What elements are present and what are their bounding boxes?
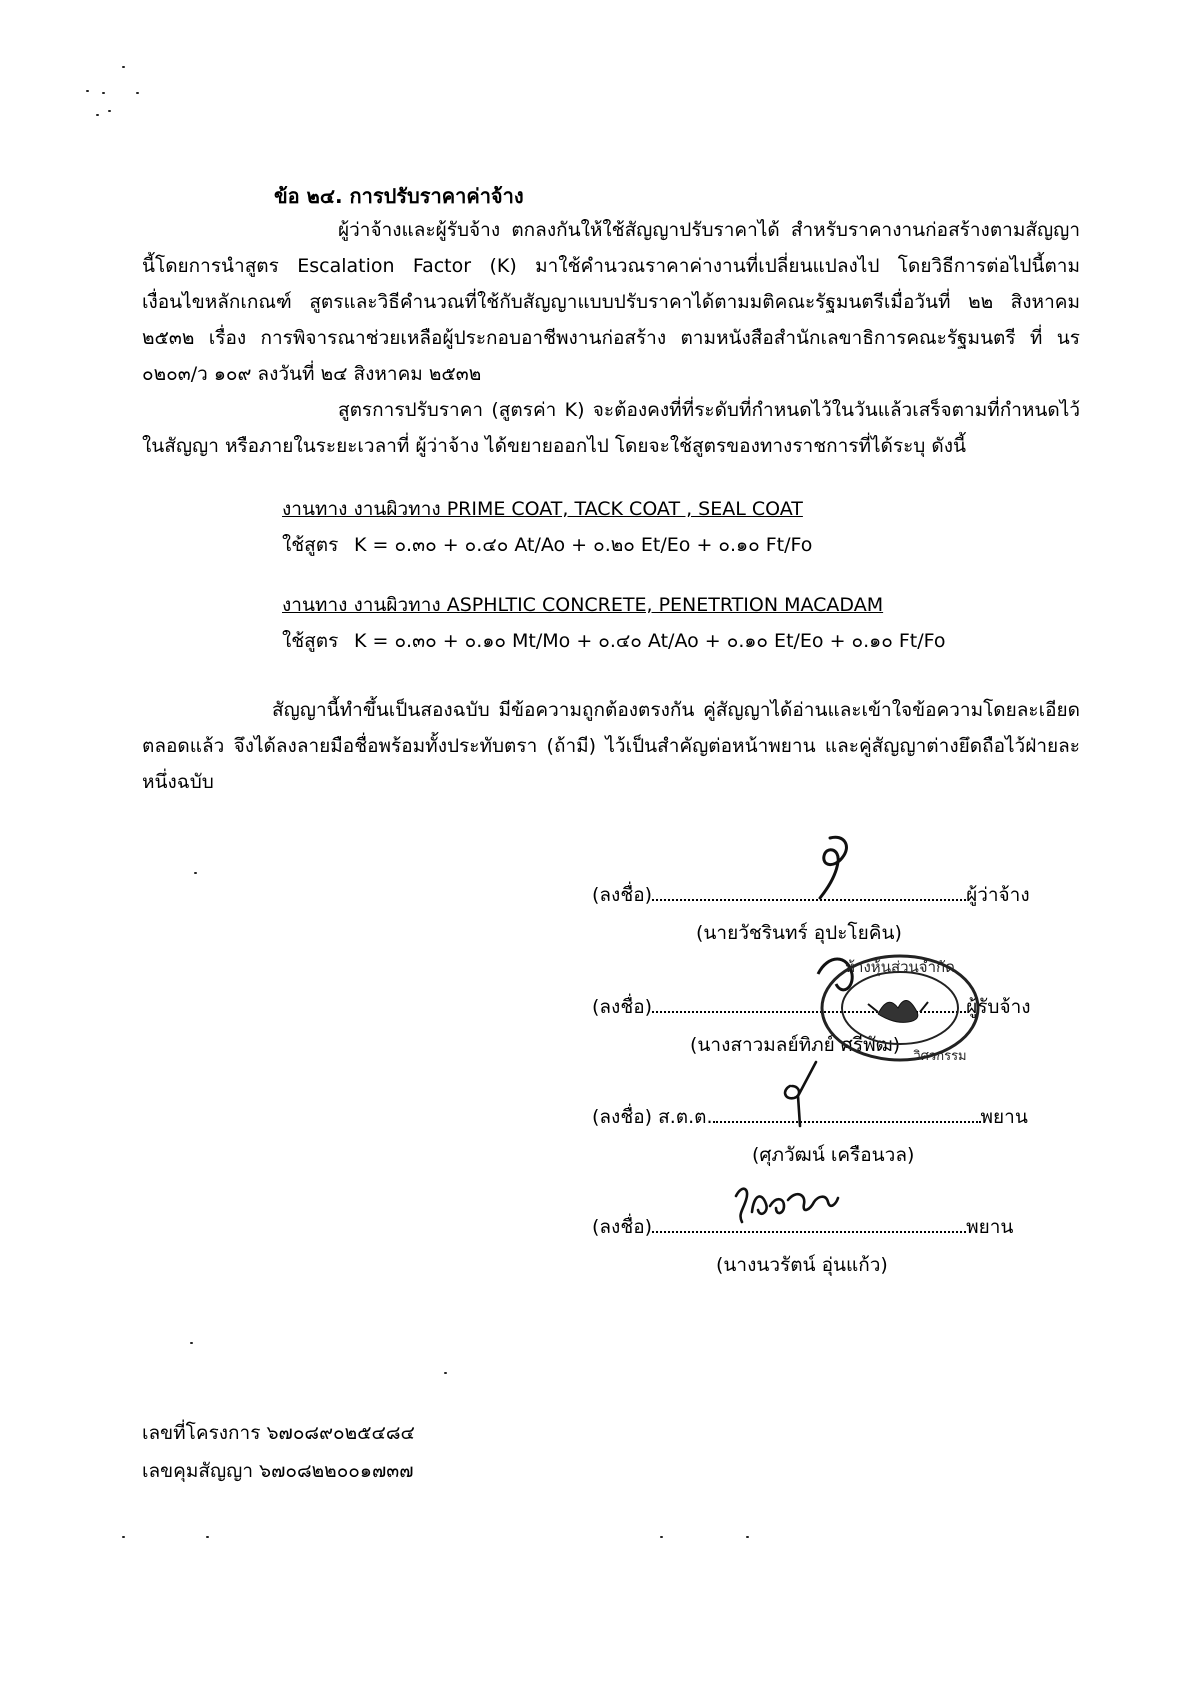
signature-name-contractor: (นางสาวมลย์ทิภย์ ศรีพัฒ) [690,1034,901,1056]
signature-prefix: (ลงชื่อ) [592,1216,653,1238]
signature-prefix: (ลงชื่อ) [592,884,653,906]
clause-paragraph-1 [142,212,1080,392]
signature-prefix: (ลงชื่อ) [592,996,653,1018]
handwritten-signature-employer [800,832,860,902]
scan-speck [746,1536,749,1538]
scan-speck [122,1536,125,1538]
formula-expression: K = ๐.๓๐ + ๐.๔๐ At/Ao + ๐.๒๐ Et/Eo + ๐.๑๐ Ft/Fo [354,534,813,556]
scan-speck [194,872,197,874]
clause-paragraph-2 [142,392,1080,464]
scan-speck [108,110,111,112]
closing-paragraph [142,692,1080,800]
scan-speck [122,66,125,68]
signature-role: ผู้ว่าจ้าง [966,884,1030,906]
handwritten-signature-witness-1 [776,1056,832,1128]
scan-speck [86,90,89,92]
clause-heading: ข้อ ๒๔. การปรับราคาค่าจ้าง [274,184,524,208]
company-seal [808,944,986,1072]
clause-paragraph-2-text: สูตรการปรับราคา (สูตรค่า K) จะต้องคงที่ที่ระดับที่กำหนดไว้ในวันแล้วเสร็จตามที่กำหนดไว้ในสัญญา หรือภายในระยะเวลาที่ ผู้ว่าจ้าง ได้ขยายออกไป โดยจะใช้สูตรของทางราชการที่ได้ระบุ ดังนี้ [142,399,1080,457]
scan-speck [206,1536,209,1538]
signature-role: พยาน [980,1106,1028,1128]
formula-1 [282,530,812,560]
signature-name-witness-2: (นางนวรัตน์ อุ่นแก้ว) [716,1254,888,1276]
project-number: เลขที่โครงการ ๖๗๐๘๙๐๒๕๔๘๔ [142,1422,415,1444]
formula-label: ใช้สูตร [282,630,339,652]
clause-paragraph-1-text: ผู้ว่าจ้างและผู้รับจ้าง ตกลงกันให้ใช้สัญญาปรับราคาได้ สำหรับราคางานก่อสร้างตามสัญญานี้โดยการนำสูตร Escalation Factor (K) มาใช้คำนวณราคาค่างานที่เปลี่ยนแปลงไป โดยวิธีการต่อไปนี้ตามเงื่อนไขหลักเกณฑ์ สูตรและวิธีคำนวณที่ใช้กับสัญญาแบบปรับราคาได้ตามมติคณะรัฐมนตรีเมื่อวันที่ ๒๒ สิงหาคม ๒๕๓๒ เรื่อง การพิจารณาช่วยเหลือผู้ประกอบอาชีพงานก่อสร้าง ตามหนังสือสำนักเลขาธิการคณะรัฐมนตรี ที่ นร ๐๒๐๓/ว ๑๐๙ ลงวันที่ ๒๔ สิงหาคม ๒๕๓๒ [142,219,1080,385]
formula-label: ใช้สูตร [282,534,339,556]
contract-number: เลขคุมสัญญา ๖๗๐๘๒๒๐๐๑๗๓๗ [142,1460,414,1482]
signature-role: พยาน [966,1216,1014,1238]
scan-speck [102,92,105,94]
signature-prefix: (ลงชื่อ) ส.ต.ต. [592,1106,713,1128]
scan-speck [136,92,139,94]
handwritten-signature-witness-2 [730,1176,840,1228]
formula-2 [282,626,946,656]
signature-name-witness-1: (ศุภวัฒน์ เครือนวล) [752,1144,915,1166]
scan-speck [660,1536,663,1538]
signature-name-employer: (นายวัชรินทร์ อุปะโยคิน) [696,922,902,944]
closing-text: สัญญานี้ทำขึ้นเป็นสองฉบับ มีข้อความถูกต้องตรงกัน คู่สัญญาได้อ่านและเข้าใจข้อความโดยละเอียดตลอดแล้ว จึงได้ลงลายมือชื่อพร้อมทั้งประทับตรา (ถ้ามี) ไว้เป็นสำคัญต่อหน้าพยาน และคู่สัญญาต่างยึดถือไว้ฝ่ายละหนึ่งฉบับ [142,699,1080,793]
seal-text-top: ห้างหุ้นส่วนจำกัด [845,958,955,976]
scan-speck [444,1372,447,1374]
scan-speck [190,1342,193,1344]
scan-speck [96,114,99,116]
formula-heading-2: งานทาง งานผิวทาง ASPHLTIC CONCRETE, PENETRTION MACADAM [282,594,884,616]
formula-heading-1: งานทาง งานผิวทาง PRIME COAT, TACK COAT , SEAL COAT [282,498,803,520]
formula-expression: K = ๐.๓๐ + ๐.๑๐ Mt/Mo + ๐.๔๐ At/Ao + ๐.๑๐ Et/Eo + ๐.๑๐ Ft/Fo [354,630,946,652]
signature-dots [713,1107,981,1123]
seal-text-bottom: วิศวกรรม [913,1049,967,1064]
signature-role: ผู้รับจ้าง [966,996,1031,1018]
